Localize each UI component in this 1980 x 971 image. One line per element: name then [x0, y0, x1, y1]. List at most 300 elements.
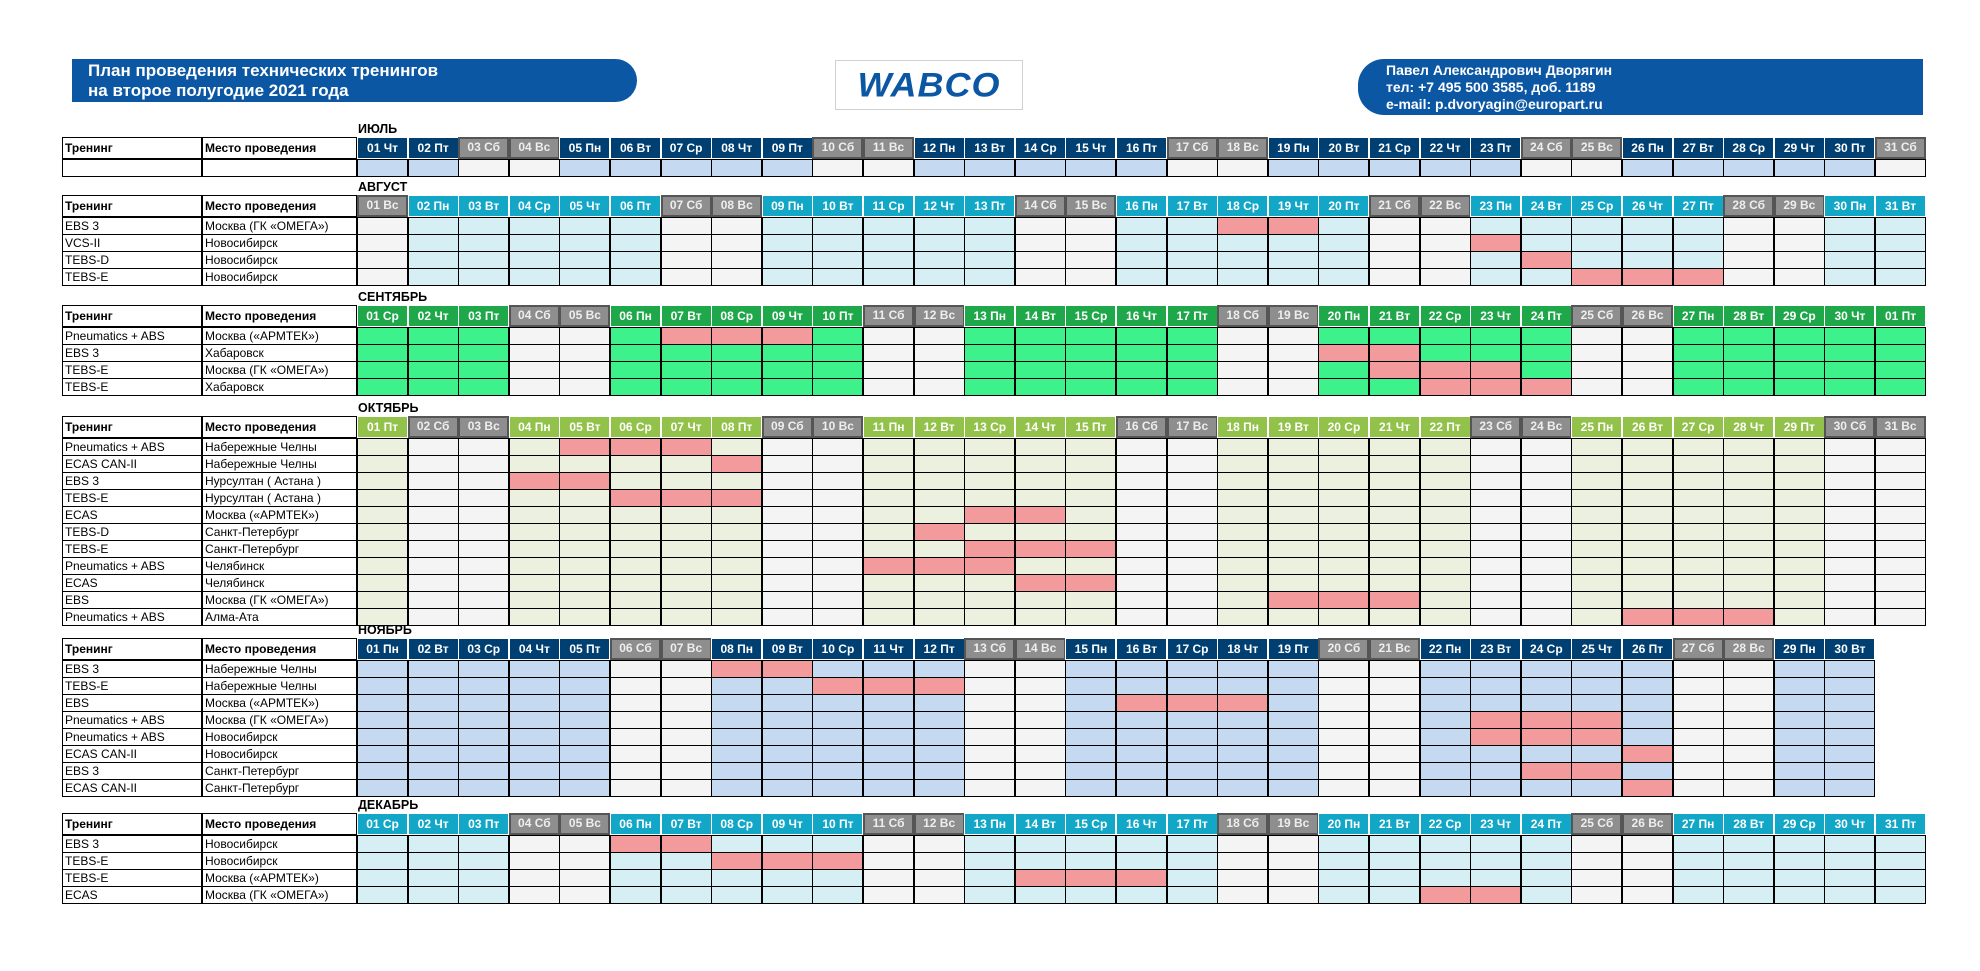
- day-header: 14 Чт: [1015, 416, 1066, 438]
- schedule-cell: [357, 762, 408, 780]
- schedule-cell: [1774, 886, 1825, 904]
- schedule-cell: [408, 159, 459, 177]
- schedule-cell: [863, 711, 914, 729]
- schedule-cell: [762, 506, 813, 524]
- schedule-cell: [408, 251, 459, 269]
- schedule-cell: [408, 540, 459, 558]
- schedule-cell: [1167, 506, 1218, 524]
- schedule-cell: [812, 523, 863, 541]
- schedule-cell: [509, 694, 560, 712]
- schedule-cell: [1420, 660, 1471, 678]
- schedule-cell: [964, 217, 1015, 235]
- schedule-cell: [1318, 540, 1369, 558]
- schedule-cell: [1571, 523, 1622, 541]
- schedule-cell: [610, 886, 661, 904]
- schedule-cell: [1875, 523, 1926, 541]
- schedule-cell: [357, 835, 408, 853]
- schedule-cell: [661, 344, 712, 362]
- schedule-cell: [1875, 506, 1926, 524]
- day-header: 25 Чт: [1571, 638, 1622, 660]
- column-header-training: Тренинг: [62, 305, 202, 327]
- day-header: 22 Ср: [1420, 305, 1471, 327]
- schedule-cell: [1167, 745, 1218, 763]
- schedule-cell: [711, 869, 762, 887]
- schedule-cell: [1167, 574, 1218, 592]
- schedule-cell: [1824, 745, 1875, 763]
- schedule-cell: [711, 835, 762, 853]
- schedule-cell: [357, 523, 408, 541]
- schedule-cell: [1065, 694, 1116, 712]
- schedule-cell: [812, 608, 863, 626]
- schedule-cell: [559, 745, 610, 763]
- schedule-cell: [610, 711, 661, 729]
- row-place: Новосибирск: [202, 268, 357, 286]
- schedule-cell: [458, 251, 509, 269]
- schedule-cell: [1673, 677, 1724, 695]
- schedule-cell: [914, 762, 965, 780]
- schedule-cell: [1065, 762, 1116, 780]
- day-header: 20 Ср: [1318, 416, 1369, 438]
- day-header: 11 Сб: [863, 305, 914, 327]
- day-header: 31 Сб: [1875, 137, 1926, 159]
- day-header: 13 Пн: [964, 813, 1015, 835]
- schedule-cell: [711, 251, 762, 269]
- schedule-cell: [762, 677, 813, 695]
- column-header-place: Место проведения: [202, 813, 357, 835]
- training-session-cell: [711, 660, 762, 678]
- day-header: 20 Пт: [1318, 195, 1369, 217]
- schedule-cell: [559, 540, 610, 558]
- schedule-cell: [408, 217, 459, 235]
- schedule-cell: [1318, 378, 1369, 396]
- schedule-cell: [1065, 608, 1116, 626]
- row-place: Челябинск: [202, 557, 357, 575]
- day-header: 24 Ср: [1521, 638, 1572, 660]
- schedule-cell: [1369, 489, 1420, 507]
- schedule-cell: [1673, 869, 1724, 887]
- schedule-cell: [1420, 159, 1471, 177]
- schedule-cell: [762, 557, 813, 575]
- schedule-cell: [1673, 506, 1724, 524]
- day-header: 19 Пн: [1268, 137, 1319, 159]
- schedule-cell: [812, 711, 863, 729]
- schedule-cell: [559, 378, 610, 396]
- schedule-cell: [1217, 251, 1268, 269]
- schedule-cell: [812, 886, 863, 904]
- schedule-cell: [1723, 217, 1774, 235]
- schedule-cell: [661, 779, 712, 797]
- schedule-cell: [1723, 234, 1774, 252]
- row-training: Pneumatics + ABS: [62, 557, 202, 575]
- schedule-cell: [610, 852, 661, 870]
- schedule-cell: [812, 438, 863, 456]
- schedule-cell: [863, 251, 914, 269]
- schedule-cell: [1774, 574, 1825, 592]
- schedule-cell: [1268, 251, 1319, 269]
- schedule-cell: [1824, 557, 1875, 575]
- training-session-cell: [610, 438, 661, 456]
- schedule-cell: [711, 344, 762, 362]
- column-header-place: Место проведения: [202, 638, 357, 660]
- schedule-cell: [1268, 869, 1319, 887]
- month-label: АВГУСТ: [358, 180, 408, 194]
- schedule-cell: [1318, 251, 1369, 269]
- schedule-cell: [711, 745, 762, 763]
- schedule-cell: [1622, 660, 1673, 678]
- schedule-cell: [661, 608, 712, 626]
- schedule-cell: [1116, 852, 1167, 870]
- day-header: 24 Вс: [1521, 416, 1572, 438]
- schedule-cell: [1369, 159, 1420, 177]
- row-place: Набережные Челны: [202, 677, 357, 695]
- schedule-cell: [1318, 608, 1369, 626]
- schedule-cell: [1774, 677, 1825, 695]
- schedule-cell: [964, 344, 1015, 362]
- schedule-cell: [661, 540, 712, 558]
- schedule-cell: [661, 217, 712, 235]
- schedule-cell: [711, 523, 762, 541]
- day-header: 25 Сб: [1571, 305, 1622, 327]
- row-training: TEBS-E: [62, 540, 202, 558]
- month-label: СЕНТЯБРЬ: [358, 290, 428, 304]
- row-training: EBS 3: [62, 344, 202, 362]
- schedule-cell: [914, 361, 965, 379]
- schedule-cell: [1622, 540, 1673, 558]
- day-header: 28 Вс: [1723, 638, 1774, 660]
- schedule-cell: [458, 268, 509, 286]
- training-session-cell: [1622, 779, 1673, 797]
- schedule-cell: [914, 886, 965, 904]
- schedule-cell: [1420, 327, 1471, 345]
- day-header: 16 Пн: [1116, 195, 1167, 217]
- schedule-cell: [458, 438, 509, 456]
- day-header: 13 Пн: [964, 305, 1015, 327]
- schedule-cell: [1217, 835, 1268, 853]
- day-header: 19 Чт: [1268, 195, 1319, 217]
- schedule-cell: [762, 438, 813, 456]
- day-header: 30 Пт: [1824, 137, 1875, 159]
- schedule-cell: [964, 711, 1015, 729]
- schedule-cell: [762, 608, 813, 626]
- schedule-cell: [1065, 711, 1116, 729]
- schedule-cell: [509, 523, 560, 541]
- schedule-cell: [1217, 677, 1268, 695]
- schedule-cell: [1420, 745, 1471, 763]
- column-header-training: Тренинг: [62, 813, 202, 835]
- schedule-cell: [661, 523, 712, 541]
- contact-email[interactable]: e-mail: p.dvoryagin@europart.ru: [1386, 95, 1603, 112]
- schedule-cell: [1673, 852, 1724, 870]
- schedule-cell: [1015, 762, 1066, 780]
- schedule-cell: [812, 574, 863, 592]
- row-place: Набережные Челны: [202, 660, 357, 678]
- schedule-cell: [509, 711, 560, 729]
- schedule-cell: [1167, 677, 1218, 695]
- schedule-cell: [1824, 344, 1875, 362]
- schedule-cell: [509, 557, 560, 575]
- schedule-cell: [661, 506, 712, 524]
- schedule-cell: [1065, 251, 1116, 269]
- schedule-cell: [1420, 234, 1471, 252]
- schedule-cell: [458, 869, 509, 887]
- schedule-cell: [408, 869, 459, 887]
- schedule-cell: [1774, 438, 1825, 456]
- schedule-cell: [964, 455, 1015, 473]
- schedule-cell: [1571, 660, 1622, 678]
- day-header: 29 Ср: [1774, 305, 1825, 327]
- schedule-cell: [1673, 472, 1724, 490]
- training-session-cell: [509, 472, 560, 490]
- schedule-cell: [1622, 234, 1673, 252]
- schedule-cell: [1015, 608, 1066, 626]
- day-header: 29 Пт: [1774, 416, 1825, 438]
- schedule-cell: [914, 540, 965, 558]
- schedule-cell: [1774, 728, 1825, 746]
- day-header: 17 Вт: [1167, 195, 1218, 217]
- day-header: 08 Ср: [711, 813, 762, 835]
- day-header: 28 Ср: [1723, 137, 1774, 159]
- day-header: 05 Пт: [559, 638, 610, 660]
- schedule-cell: [1774, 591, 1825, 609]
- schedule-cell: [1470, 608, 1521, 626]
- day-header: 22 Пт: [1420, 416, 1471, 438]
- schedule-cell: [863, 506, 914, 524]
- schedule-cell: [863, 608, 914, 626]
- row-training: Pneumatics + ABS: [62, 608, 202, 626]
- schedule-cell: [1167, 327, 1218, 345]
- schedule-cell: [863, 438, 914, 456]
- schedule-cell: [1318, 574, 1369, 592]
- schedule-cell: [559, 523, 610, 541]
- month-label: ДЕКАБРЬ: [358, 798, 419, 812]
- schedule-cell: [1167, 779, 1218, 797]
- day-header: 07 Сб: [661, 195, 712, 217]
- schedule-cell: [762, 574, 813, 592]
- schedule-cell: [1167, 886, 1218, 904]
- day-header: 10 Вс: [812, 416, 863, 438]
- schedule-cell: [1420, 835, 1471, 853]
- schedule-cell: [812, 327, 863, 345]
- row-place: Нурсултан ( Астана ): [202, 489, 357, 507]
- day-header: 23 Пт: [1470, 137, 1521, 159]
- schedule-cell: [1521, 455, 1572, 473]
- row-training: TEBS-E: [62, 869, 202, 887]
- schedule-cell: [1723, 378, 1774, 396]
- schedule-cell: [1065, 438, 1116, 456]
- schedule-cell: [812, 728, 863, 746]
- schedule-cell: [812, 378, 863, 396]
- schedule-cell: [661, 159, 712, 177]
- day-header: 24 Пт: [1521, 305, 1572, 327]
- schedule-cell: [812, 835, 863, 853]
- schedule-cell: [964, 489, 1015, 507]
- schedule-cell: [1217, 327, 1268, 345]
- schedule-cell: [1774, 660, 1825, 678]
- day-header: 14 Ср: [1015, 137, 1066, 159]
- row-place: Москва (ГК «ОМЕГА»): [202, 217, 357, 235]
- schedule-cell: [1470, 694, 1521, 712]
- schedule-cell: [408, 506, 459, 524]
- row-place: Новосибирск: [202, 728, 357, 746]
- column-header-training: Тренинг: [62, 137, 202, 159]
- training-session-cell: [762, 852, 813, 870]
- schedule-cell: [1217, 438, 1268, 456]
- day-header: 12 Чт: [914, 195, 965, 217]
- schedule-cell: [812, 217, 863, 235]
- schedule-cell: [1824, 869, 1875, 887]
- schedule-cell: [1268, 677, 1319, 695]
- schedule-cell: [1015, 852, 1066, 870]
- schedule-cell: [1318, 234, 1369, 252]
- schedule-cell: [1622, 378, 1673, 396]
- schedule-cell: [1268, 694, 1319, 712]
- day-header: 04 Пн: [509, 416, 560, 438]
- schedule-cell: [762, 523, 813, 541]
- day-header: 08 Ср: [711, 305, 762, 327]
- schedule-cell: [1875, 378, 1926, 396]
- schedule-cell: [1470, 455, 1521, 473]
- row-place: Москва (ГК «ОМЕГА»): [202, 591, 357, 609]
- day-header: 07 Вс: [661, 638, 712, 660]
- schedule-cell: [1774, 506, 1825, 524]
- row-place: [202, 159, 357, 177]
- schedule-cell: [1622, 523, 1673, 541]
- schedule-cell: [1673, 660, 1724, 678]
- day-header: 07 Ср: [661, 137, 712, 159]
- schedule-cell: [863, 159, 914, 177]
- schedule-cell: [1116, 677, 1167, 695]
- schedule-cell: [711, 677, 762, 695]
- schedule-cell: [863, 694, 914, 712]
- schedule-cell: [1116, 557, 1167, 575]
- day-header: 01 Ср: [357, 813, 408, 835]
- schedule-cell: [1065, 234, 1116, 252]
- schedule-cell: [1723, 523, 1774, 541]
- day-header: 13 Вт: [964, 137, 1015, 159]
- day-header: 23 Чт: [1470, 813, 1521, 835]
- schedule-cell: [357, 728, 408, 746]
- row-place: Новосибирск: [202, 251, 357, 269]
- schedule-cell: [863, 234, 914, 252]
- day-header: 22 Чт: [1420, 137, 1471, 159]
- schedule-cell: [762, 472, 813, 490]
- schedule-cell: [1167, 489, 1218, 507]
- schedule-cell: [1015, 251, 1066, 269]
- day-header: 11 Чт: [863, 638, 914, 660]
- schedule-cell: [509, 728, 560, 746]
- training-session-cell: [762, 327, 813, 345]
- schedule-cell: [509, 835, 560, 853]
- schedule-cell: [1723, 591, 1774, 609]
- schedule-cell: [1420, 506, 1471, 524]
- row-training: Pneumatics + ABS: [62, 711, 202, 729]
- schedule-cell: [1420, 694, 1471, 712]
- schedule-cell: [1774, 472, 1825, 490]
- day-header: 26 Пн: [1622, 137, 1673, 159]
- schedule-cell: [1622, 217, 1673, 235]
- schedule-cell: [1116, 251, 1167, 269]
- schedule-cell: [1015, 472, 1066, 490]
- schedule-cell: [1217, 557, 1268, 575]
- schedule-cell: [914, 574, 965, 592]
- schedule-cell: [1217, 268, 1268, 286]
- day-header: 27 Вт: [1673, 137, 1724, 159]
- day-header: 18 Вс: [1217, 137, 1268, 159]
- month-label: ОКТЯБРЬ: [358, 401, 419, 415]
- schedule-cell: [762, 268, 813, 286]
- schedule-cell: [661, 574, 712, 592]
- schedule-cell: [610, 344, 661, 362]
- schedule-cell: [1723, 711, 1774, 729]
- schedule-cell: [1167, 268, 1218, 286]
- schedule-cell: [559, 591, 610, 609]
- day-header: 26 Пт: [1622, 638, 1673, 660]
- training-session-cell: [1673, 268, 1724, 286]
- schedule-cell: [1217, 711, 1268, 729]
- schedule-cell: [458, 886, 509, 904]
- day-header: 09 Пн: [762, 195, 813, 217]
- schedule-cell: [1673, 159, 1724, 177]
- schedule-cell: [1571, 835, 1622, 853]
- schedule-cell: [1369, 438, 1420, 456]
- schedule-cell: [1774, 361, 1825, 379]
- schedule-cell: [1420, 677, 1471, 695]
- schedule-cell: [509, 574, 560, 592]
- schedule-cell: [458, 378, 509, 396]
- schedule-cell: [357, 886, 408, 904]
- schedule-cell: [1167, 728, 1218, 746]
- schedule-cell: [661, 869, 712, 887]
- schedule-cell: [762, 489, 813, 507]
- day-header: 19 Вс: [1268, 305, 1319, 327]
- day-header: 12 Вт: [914, 416, 965, 438]
- schedule-cell: [1420, 762, 1471, 780]
- schedule-cell: [1824, 762, 1875, 780]
- schedule-cell: [1015, 489, 1066, 507]
- schedule-cell: [1420, 574, 1471, 592]
- training-session-cell: [1521, 251, 1572, 269]
- schedule-cell: [1673, 728, 1724, 746]
- schedule-cell: [1875, 557, 1926, 575]
- day-header: 03 Вс: [458, 416, 509, 438]
- schedule-cell: [1521, 472, 1572, 490]
- schedule-cell: [812, 268, 863, 286]
- day-header: 07 Чт: [661, 416, 712, 438]
- day-header: 30 Пн: [1824, 195, 1875, 217]
- schedule-cell: [559, 835, 610, 853]
- schedule-cell: [1875, 608, 1926, 626]
- row-place: Москва (ГК «ОМЕГА»): [202, 361, 357, 379]
- schedule-cell: [408, 574, 459, 592]
- schedule-cell: [509, 608, 560, 626]
- schedule-cell: [1369, 251, 1420, 269]
- schedule-cell: [458, 660, 509, 678]
- schedule-cell: [1723, 540, 1774, 558]
- schedule-cell: [1571, 234, 1622, 252]
- schedule-cell: [1015, 835, 1066, 853]
- schedule-cell: [1015, 677, 1066, 695]
- schedule-cell: [1875, 591, 1926, 609]
- schedule-cell: [458, 677, 509, 695]
- training-session-cell: [1116, 694, 1167, 712]
- schedule-cell: [964, 852, 1015, 870]
- row-place: Новосибирск: [202, 852, 357, 870]
- schedule-cell: [812, 762, 863, 780]
- schedule-cell: [1065, 728, 1116, 746]
- row-training: EBS 3: [62, 472, 202, 490]
- schedule-cell: [914, 711, 965, 729]
- schedule-cell: [1470, 779, 1521, 797]
